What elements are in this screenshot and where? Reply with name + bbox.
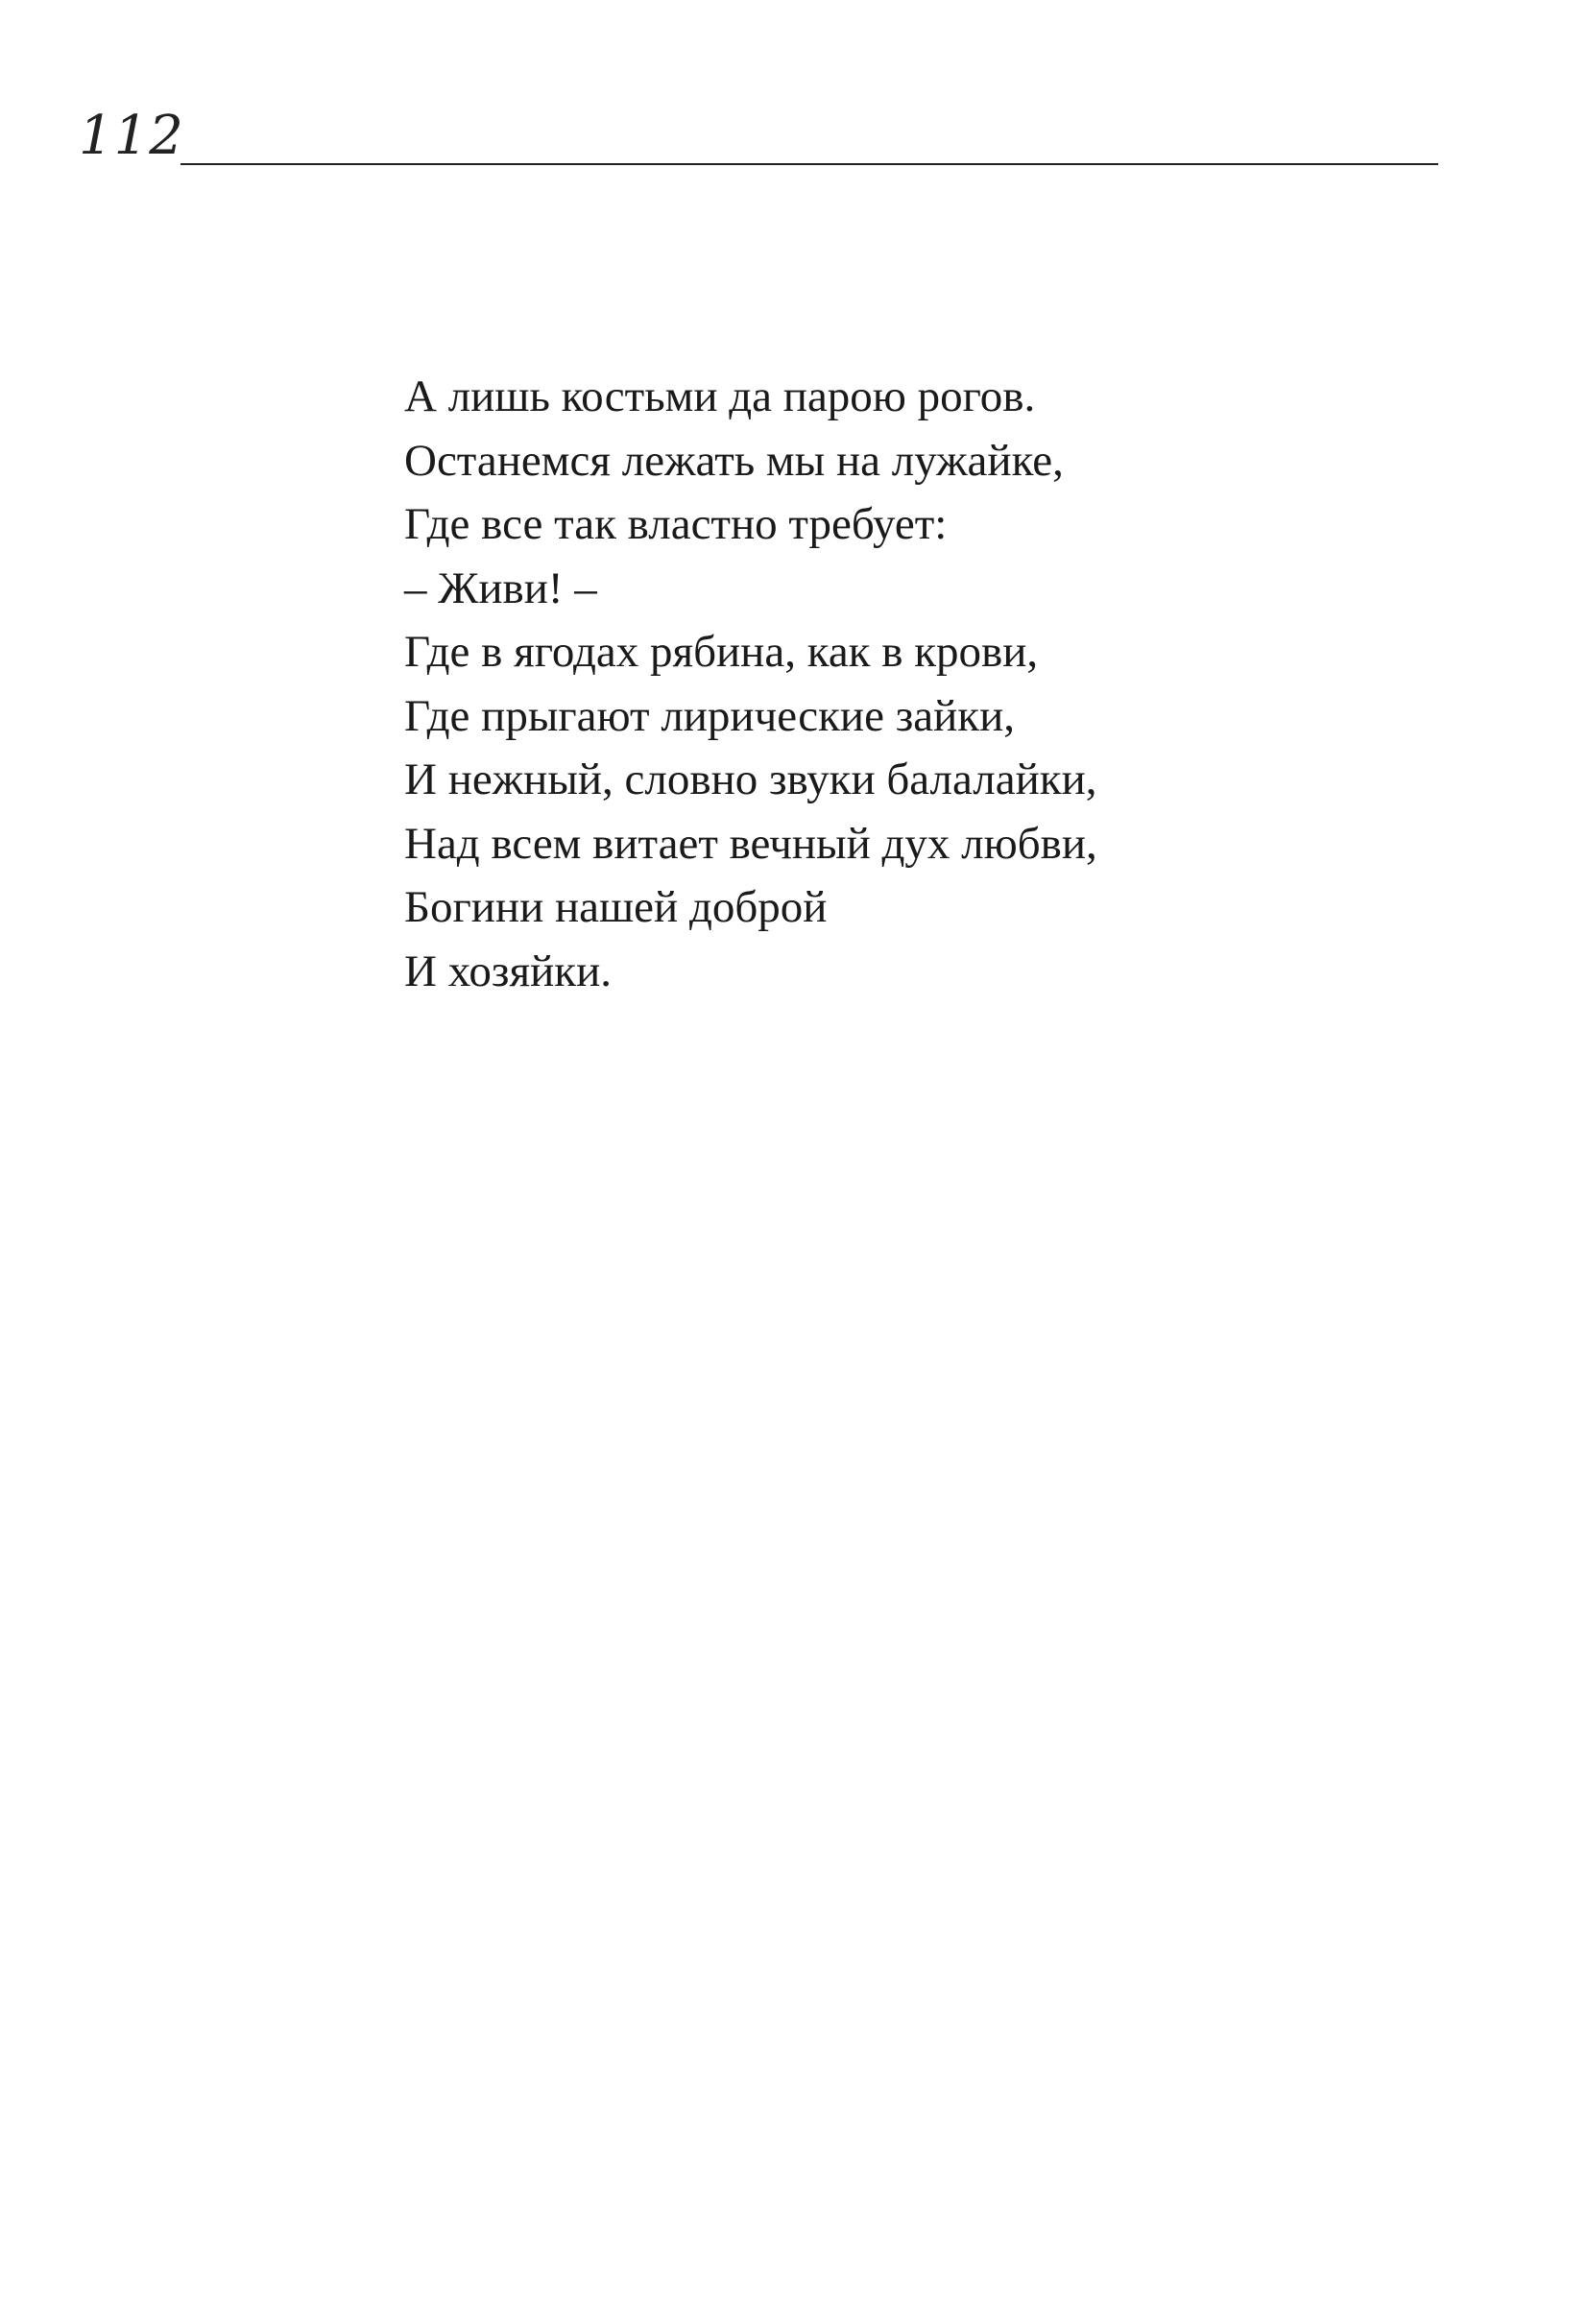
page-header: [0, 0, 1588, 192]
poem-line: Над всем витает вечный дух любви,: [404, 818, 1097, 869]
header-rule: [180, 163, 1438, 165]
poem-line: – Живи! –: [404, 563, 597, 613]
poem-line: Где все так властно требует:: [404, 499, 948, 549]
poem-line: Богини нашей доброй: [404, 882, 828, 932]
page-number: 112: [79, 105, 184, 167]
poem-text: [404, 365, 1364, 1003]
poem-line: А лишь костьми да парою рогов.: [404, 371, 1036, 421]
poem-line: Останемся лежать мы на лужайке,: [404, 435, 1064, 486]
poem-line: И нежный, словно звуки балалайки,: [404, 755, 1097, 804]
poem-line: И хозяйки.: [404, 946, 612, 996]
poem-line: Где в ягодах рябина, как в крови,: [404, 627, 1039, 677]
poem-line: Где прыгают лирические зайки,: [404, 690, 1016, 741]
